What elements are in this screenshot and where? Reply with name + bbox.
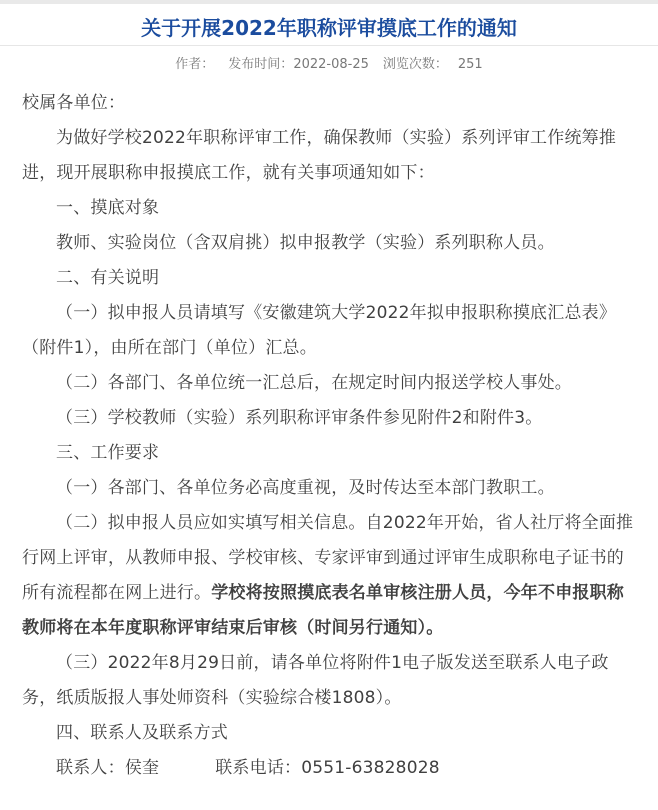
section-2-item-1: （一）拟申报人员请填写《安徽建筑大学2022年拟申报职称摸底汇总表》（附件1），由所在部门（单位）汇总。 [22,303,617,358]
section-2-item-2: （二）各部门、各单位统一汇总后，在规定时间内报送学校人事处。 [56,373,572,393]
contact-phone: 0551-63828028 [301,758,440,778]
section-3-item-3: （三）2022年8月29日前，请各单位将附件1电子版发送至联系人电子政务，纸质版报人事处师资科（实验综合楼1808）。 [22,653,609,708]
section-1-heading: 一、摸底对象 [56,198,160,218]
meta-bar [0,46,658,73]
contact-line [22,751,640,786]
views-count: 251 [457,57,483,72]
section-3-item-1: （一）各部门、各单位务必高度重视，及时传达至本部门教职工。 [56,478,555,498]
views-label: 浏览次数： [382,57,448,72]
publish-time-label: 发布时间： [228,57,294,72]
contact-name: 侯奎 [124,758,160,778]
contact-name-label: 联系人： [56,758,125,778]
contact-phone-label: 联系电话： [215,758,302,778]
bold-emphasis: 学校将按照摸底表名单审核注册人员，今年不申报职称教师将在本年度职称评审结束后审核（时间另行通知）。 [22,583,625,638]
section-3-item-2 [22,506,640,646]
notice-body [0,73,658,786]
intro-paragraph: 为做好学校2022年职称评审工作，确保教师（实验）系列评审工作统筹推进，现开展职称申报摸底工作，就有关事项通知如下： [22,128,617,183]
section-3-heading: 三、工作要求 [56,443,160,463]
page-title: 关于开展2022年职称评审摸底工作的通知 [141,16,517,40]
author-label: 作者： [175,57,215,72]
section-1-item-1: 教师、实验岗位（含双肩挑）拟申报教学（实验）系列职称人员。 [56,233,555,253]
title-bar [0,4,658,46]
salutation: 校属各单位： [22,93,126,113]
publish-date: 2022-08-25 [293,57,369,72]
section-2-heading: 二、有关说明 [56,268,160,288]
section-4-heading: 四、联系人及联系方式 [56,723,228,743]
section-3-item-2-text: （二）拟申报人员应如实填写相关信息。自2022年开始，省人社厅将全面推行网上评审，从教师申报、学校审核、专家评审到通过评审生成职称电子证书的所有流程都在网上进行。 [22,513,634,603]
section-2-item-3: （三）学校教师（实验）系列职称评审条件参见附件2和附件3。 [56,408,543,428]
